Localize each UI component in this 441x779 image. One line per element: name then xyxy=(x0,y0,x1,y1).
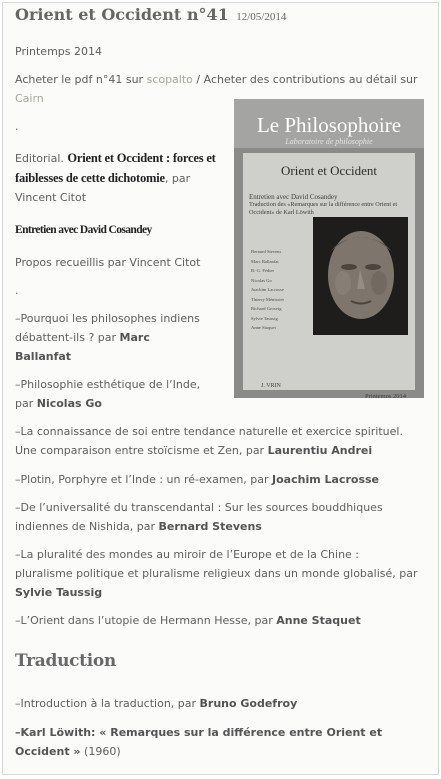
editorial-author: Vincent Citot xyxy=(15,191,87,204)
lowith-year: (1960) xyxy=(80,745,121,758)
editorial-title[interactable]: Orient et Occident : forces et xyxy=(67,151,216,165)
cover-author: Thierry Ménissier xyxy=(251,296,285,302)
article-6-line-1: –La pluralité des mondes au miroir de l’Europe et de la Chine : xyxy=(15,548,360,561)
cover-subtitle: Laboratoire de philosophie xyxy=(285,137,373,146)
purchase-text: Acheter le pdf n°41 sur xyxy=(15,73,147,86)
cover-brand: Le Philosophoire xyxy=(256,113,402,137)
issue-date: 12/05/2014 xyxy=(236,11,287,23)
lowith-line-1 xyxy=(15,723,382,743)
article-5-author: Bernard Stevens xyxy=(158,520,262,533)
cover-interview-line: Entretien avec David Cosandey xyxy=(249,193,338,201)
sculpture-face-image xyxy=(313,217,408,335)
cover-author: Sylvie Taussig xyxy=(251,315,278,321)
translation-intro-author: Bruno Godefroy xyxy=(199,697,298,710)
purchase-separator: / xyxy=(192,73,204,86)
article-6-author: Sylvie Taussig xyxy=(15,586,103,599)
translation-heading: Traduction xyxy=(15,651,116,671)
article-4 xyxy=(15,470,379,490)
editorial-line-1 xyxy=(15,148,216,169)
separator-dot: . xyxy=(15,120,19,133)
contributions-text: Acheter des contributions au détail sur xyxy=(203,73,418,86)
article-1-line-2 xyxy=(15,328,150,348)
journal-cover-image[interactable] xyxy=(234,99,424,398)
article-1-text: débattent-ils ? par xyxy=(15,331,120,344)
lowith-line-2 xyxy=(15,742,121,762)
article-7-text: –L’Orient dans l’utopie de Hermann Hesse, par xyxy=(15,614,277,627)
article-page xyxy=(2,2,439,775)
cover-author: Nicolas Go xyxy=(251,277,272,283)
cover-season: Printemps 2014 xyxy=(365,393,406,398)
purchase-line xyxy=(15,70,418,90)
article-2-line-1: –Philosophie esthétique de l’Inde, xyxy=(15,378,201,391)
article-2-line-2 xyxy=(15,394,102,414)
interview-credit: Propos recueillis par Vincent Citot xyxy=(15,256,201,269)
article-5-line-2 xyxy=(15,517,262,537)
article-7 xyxy=(15,611,361,631)
season-text: Printemps 2014 xyxy=(15,45,102,58)
cover-title: Orient et Occident xyxy=(280,163,377,178)
cover-interview xyxy=(249,193,409,217)
editorial-label: Editorial. xyxy=(15,152,64,165)
article-5-text: indiennes de Nishida, par xyxy=(15,520,159,533)
interview-title[interactable] xyxy=(15,220,152,240)
cover-author: Bernard Stevens xyxy=(251,249,282,254)
cover-author: Richard Grosvig xyxy=(251,306,282,311)
article-3-line-1: –La connaissance de soi entre tendance naturelle et exercice spirituel. xyxy=(15,425,403,438)
article-1-author: Marc xyxy=(119,331,150,344)
cover-lowith-line: Traduction des «Remarques sur la différence entre Orient et Occident» de Karl Löwith xyxy=(249,201,398,216)
issue-title[interactable]: Orient et Occident n°41 xyxy=(15,5,229,24)
cover-author: B.-G. Fédier xyxy=(251,268,275,273)
article-3-author: Laurentiu Andrei xyxy=(267,444,373,457)
article-3-line-2 xyxy=(15,441,372,461)
scopalto-link[interactable]: scopalto xyxy=(146,73,193,86)
cover-panel xyxy=(243,153,415,398)
article-1-line-1: –Pourquoi les philosophes indiens xyxy=(15,312,200,325)
article-5-line-1: –De l’universalité du transcendantal : Sur les sources bouddhiques xyxy=(15,501,383,514)
article-4-author: Joachim Lacrosse xyxy=(272,473,380,486)
translation-intro xyxy=(15,694,297,714)
cover-author: Joachim Lacrosse xyxy=(251,287,284,292)
cover-authors xyxy=(251,247,309,333)
interview-title-text[interactable]: Entretien avec David Cosandey xyxy=(15,224,152,236)
article-3-text: Une comparaison entre stoïcisme et Zen, par xyxy=(15,444,268,457)
separator-dot: . xyxy=(15,284,19,297)
translation-intro-text: –Introduction à la traduction, par xyxy=(15,697,200,710)
lowith-title-cont: Occident » xyxy=(15,745,81,758)
editorial-title-cont[interactable]: faiblesses de cette dichotomie xyxy=(15,171,165,185)
article-2-text: par xyxy=(15,397,37,410)
article-2-author: Nicolas Go xyxy=(36,397,102,410)
editorial-by: , par xyxy=(164,172,191,185)
cover-author: Marc Ballanfat xyxy=(251,258,279,264)
cairn-link[interactable]: Cairn xyxy=(15,92,44,105)
article-4-text: –Plotin, Porphyre et l’Inde : un ré-examen, par xyxy=(15,473,273,486)
lowith-title: –Karl Löwith: « Remarques sur la différence entre Orient et xyxy=(15,726,383,739)
editorial-line-2 xyxy=(15,168,190,189)
article-1-line-3 xyxy=(15,347,71,367)
article-6-line-2: pluralisme politique et pluralisme religieux dans un monde globalisé, par xyxy=(15,567,418,580)
article-6-line-3 xyxy=(15,583,102,603)
publisher-logo: J. VRIN xyxy=(261,383,281,389)
cover-author: Anne Staquet xyxy=(251,325,276,330)
page-header xyxy=(15,5,286,24)
article-1-author-cont: Ballanfat xyxy=(15,350,72,363)
article-7-author: Anne Staquet xyxy=(276,614,361,627)
